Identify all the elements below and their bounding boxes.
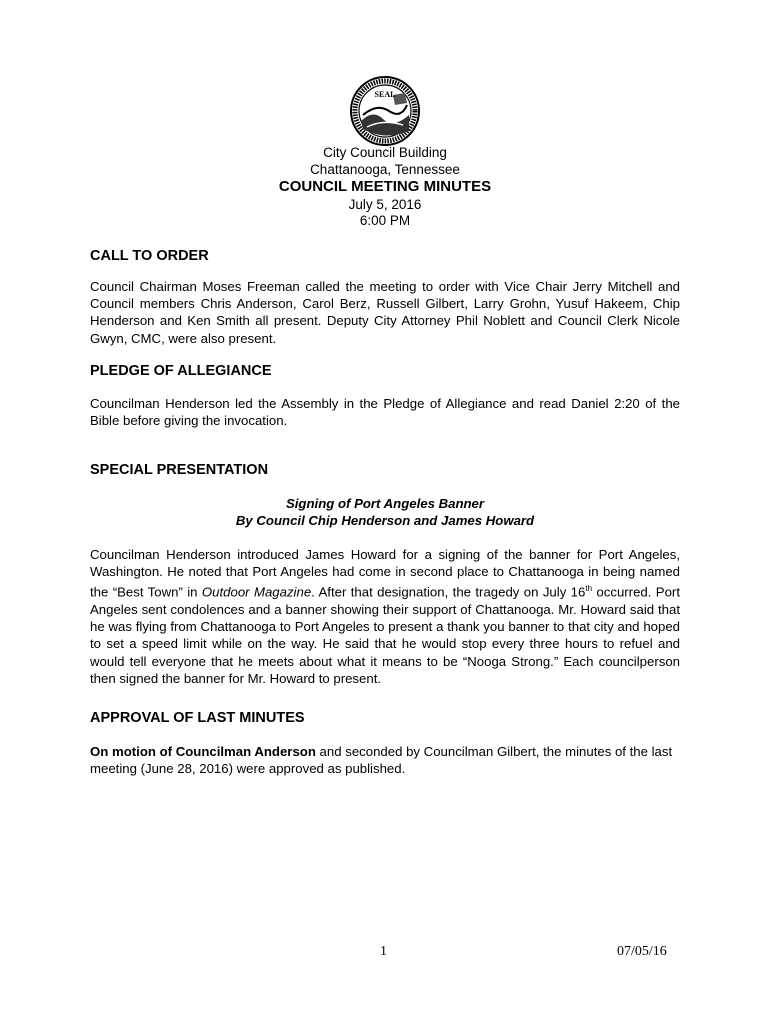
presentation-presenters: By Council Chip Henderson and James Howard <box>235 513 535 528</box>
special-presentation-heading: SPECIAL PRESENTATION <box>90 462 269 478</box>
city-seal <box>349 75 421 147</box>
approval-heading: APPROVAL OF LAST MINUTES <box>90 710 305 726</box>
meeting-time: 6:00 PM <box>359 213 411 228</box>
presentation-text-a: Councilman Henderson introduced James Howard for a signing of the banner for Port Angeles, Washington. He noted that Port Angeles had come in second place to Chattanooga in being named the “Best Town” in <box>90 547 680 600</box>
date-superscript: th <box>585 584 593 594</box>
building-name: City Council Building <box>323 145 447 160</box>
approval-text <box>90 743 680 777</box>
presentation-subtitle: Signing of Port Angeles Banner <box>285 496 485 511</box>
presentation-text <box>90 546 680 687</box>
approval-motion: On motion of Councilman Anderson <box>90 744 316 759</box>
pledge-heading: PLEDGE OF ALLEGIANCE <box>90 363 272 379</box>
svg-text:SEAL: SEAL <box>374 90 396 99</box>
pledge-text: Councilman Henderson led the Assembly in the Pledge of Allegiance and read Daniel 2:20 of the Bible before giving the invocation. <box>90 396 680 429</box>
call-to-order-text: Council Chairman Moses Freeman called the meeting to order with Vice Chair Jerry Mitchell and Council members Chris Anderson, Carol Berz, Russell Gilbert, Larry Grohn, Yusuf Hakeem, Chip Henderson and Ken Smith all present. Deputy City Attorney Phil Noblett and Council Clerk Nicole Gwyn, CMC, were also present. <box>90 279 680 346</box>
presentation-text-b: . After that designation, the tragedy on July 16 <box>311 584 586 600</box>
page-number: 1 <box>380 944 387 959</box>
magazine-name: Outdoor Magazine <box>201 584 312 600</box>
meeting-date: July 5, 2016 <box>348 197 422 212</box>
approval-rest: and seconded by Councilman Gilbert, the minutes of the last meeting (June 28, 2016) were approved as published. <box>90 744 673 777</box>
call-to-order-heading: CALL TO ORDER <box>90 248 209 264</box>
document-title: COUNCIL MEETING MINUTES <box>278 178 492 195</box>
city-name: Chattanooga, Tennessee <box>310 162 460 177</box>
presentation-text-c: occurred. Port Angeles sent condolences and a banner showing their support of Chattanooga. Mr. Howard said that he was flying from Chattanooga to Port Angeles to present a thank you banner to that city and hoped to set a speed limit while on the way. He said that he would stop every three hours to refuel and would tell everyone that he meets about what it means to be “Nooga Strong.” Each councilperson then signed the banner for Mr. Howard to present. <box>90 584 680 686</box>
footer-date: 07/05/16 <box>617 944 667 959</box>
